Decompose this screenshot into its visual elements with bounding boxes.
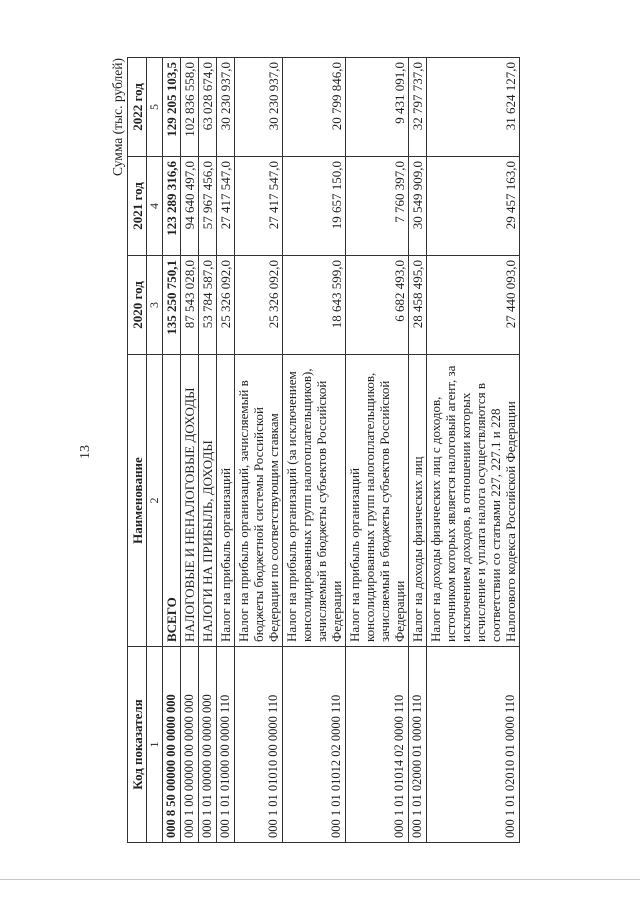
row-name: Налог на прибыль организаций (за исключением консолидированных групп налогоплательщиков), зачисляемый в бюджеты субъектов Российской Федерации <box>283 355 346 647</box>
header-code: Код показателя <box>128 647 147 843</box>
table-header-row <box>128 58 147 843</box>
row-value-2020: 28 458 495,0 <box>409 256 427 355</box>
row-value-2020: 25 326 092,0 <box>217 256 235 355</box>
row-value-2022: 102 836 558,0 <box>181 58 199 157</box>
row-value-2020: 6 682 493,0 <box>346 256 409 355</box>
row-value-2022: 63 028 674,0 <box>199 58 217 157</box>
row-value-2021: 27 417 547,0 <box>217 157 235 256</box>
table-row <box>181 58 199 843</box>
row-name: Налог на доходы физических лиц с доходов, источником которых является налоговый агент, за исключением доходов, в отношении которых исчисление и уплата налога осуществляются в соответствии со статьями 227, 227.1 и 228 Налогового кодекса Российской Федерации <box>427 355 520 647</box>
row-name: Налог на прибыль организаций консолидированных групп налогоплательщиков, зачисляемый в бюджеты субъектов Российской Федерации <box>346 355 409 647</box>
row-value-2020: 18 643 599,0 <box>283 256 346 355</box>
row-code: 000 1 01 00000 00 0000 000 <box>199 647 217 843</box>
column-number: 2 <box>147 355 163 647</box>
row-value-2021: 29 457 163,0 <box>427 157 520 256</box>
row-value-2020: 27 440 093,0 <box>427 256 520 355</box>
row-value-2022: 20 799 846,0 <box>283 58 346 157</box>
table-row <box>346 58 409 843</box>
row-code: 000 1 01 02010 01 0000 110 <box>427 647 520 843</box>
row-code: 000 1 01 01010 00 0000 110 <box>235 647 283 843</box>
page-bottom-divider <box>0 879 640 880</box>
row-code: 000 1 01 01000 00 0000 110 <box>217 647 235 843</box>
row-name: НАЛОГИ НА ПРИБЫЛЬ, ДОХОДЫ <box>199 355 217 647</box>
row-value-2022: 9 431 091,0 <box>346 58 409 157</box>
table-row <box>409 58 427 843</box>
table-row <box>199 58 217 843</box>
unit-label: Сумма (тыс. рублей) <box>110 58 125 176</box>
row-value-2022: 32 797 737,0 <box>409 58 427 157</box>
row-value-2020: 87 543 028,0 <box>181 256 199 355</box>
row-name: Налог на прибыль организаций, зачисляемый в бюджеты бюджетной системы Российской Федерации по соответствующим ставкам <box>235 355 283 647</box>
page-number: 13 <box>78 445 93 459</box>
row-value-2021: 123 289 316,6 <box>163 157 181 256</box>
row-code: 000 8 50 00000 00 0000 000 <box>163 647 181 843</box>
row-value-2022: 30 230 937,0 <box>235 58 283 157</box>
column-number: 3 <box>147 256 163 355</box>
row-value-2021: 27 417 547,0 <box>235 157 283 256</box>
header-2021: 2021 год <box>128 157 147 256</box>
column-number-row <box>147 58 163 843</box>
table-row <box>427 58 520 843</box>
row-value-2021: 7 760 397,0 <box>346 157 409 256</box>
row-name: ВСЕГО <box>163 355 181 647</box>
table-row <box>217 58 235 843</box>
header-2022: 2022 год <box>128 58 147 157</box>
row-value-2022: 129 205 103,5 <box>163 58 181 157</box>
budget-revenue-table <box>127 57 520 843</box>
row-name: Налог на доходы физических лиц <box>409 355 427 647</box>
header-2020: 2020 год <box>128 256 147 355</box>
row-value-2021: 94 640 497,0 <box>181 157 199 256</box>
row-value-2020: 135 250 750,1 <box>163 256 181 355</box>
table-row <box>283 58 346 843</box>
header-name: Наименование <box>128 355 147 647</box>
row-value-2020: 25 326 092,0 <box>235 256 283 355</box>
row-value-2020: 53 784 587,0 <box>199 256 217 355</box>
column-number: 1 <box>147 647 163 843</box>
row-value-2022: 30 230 937,0 <box>217 58 235 157</box>
row-value-2021: 19 657 150,0 <box>283 157 346 256</box>
row-code: 000 1 01 01014 02 0000 110 <box>346 647 409 843</box>
row-code: 000 1 00 00000 00 0000 000 <box>181 647 199 843</box>
column-number: 4 <box>147 157 163 256</box>
row-value-2021: 30 549 909,0 <box>409 157 427 256</box>
table-row <box>235 58 283 843</box>
rotated-table-sheet <box>109 58 581 843</box>
row-value-2022: 31 624 127,0 <box>427 58 520 157</box>
row-code: 000 1 01 01012 02 0000 110 <box>283 647 346 843</box>
row-name: НАЛОГОВЫЕ И НЕНАЛОГОВЫЕ ДОХОДЫ <box>181 355 199 647</box>
row-code: 000 1 01 02000 01 0000 110 <box>409 647 427 843</box>
row-name: Налог на прибыль организаций <box>217 355 235 647</box>
column-number: 5 <box>147 58 163 157</box>
row-value-2021: 57 967 456,0 <box>199 157 217 256</box>
table-row <box>163 58 181 843</box>
